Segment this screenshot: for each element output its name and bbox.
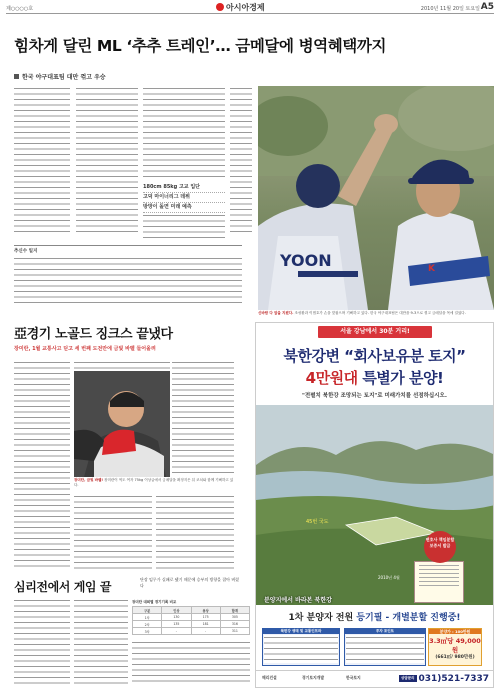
weightlifting-subhead: 장미란, 1월 교통사고 딛고 세 번째 도전만에 금빛 바벨 들어올려 bbox=[14, 346, 156, 352]
baseball-players-illustration bbox=[258, 86, 494, 310]
ad-price-box: 분양가 : 100만원 3.3㎡당 49,000원 (661㎡/ 980만원) bbox=[428, 628, 482, 666]
ad-footer bbox=[256, 670, 493, 688]
issue-date: 2010년 11월 20일 토요일 bbox=[420, 6, 480, 12]
profile-box bbox=[14, 245, 242, 307]
page-number: A5 bbox=[480, 2, 494, 12]
square-bullet-icon bbox=[14, 74, 19, 79]
record-table-title: 장미란 대회별 경기기록 비교 bbox=[132, 600, 177, 604]
sun-logo-icon bbox=[216, 3, 224, 11]
article1-body-col2 bbox=[76, 86, 138, 236]
table-header-row: 구분 인상 용상 합계 bbox=[133, 607, 250, 614]
article3-body-col2 bbox=[74, 598, 128, 686]
article1-subhead: 한국 야구대표팀 대만 꺾고 우승 bbox=[14, 72, 106, 81]
article1-body-col3 bbox=[143, 86, 225, 178]
logo-2: 경기토지개발 bbox=[302, 675, 325, 680]
issue-meta: 제○○○○호 bbox=[6, 6, 34, 12]
article2-body-col4 bbox=[74, 494, 152, 570]
psychology-headline: 심리전에서 게임 끝 bbox=[14, 580, 112, 594]
article1-body-col4 bbox=[143, 213, 225, 240]
photo-date: 2010년 4월 bbox=[378, 575, 400, 580]
baseball-photo-caption: 신바람 다 알을 지켰다. 조성환과 이범호가 손을 맞잡으며 기뻐하고 있다. 한국 야구대표팀은 대만을 9-3으로 꺾고 금메달을 목에 걸었다. bbox=[258, 311, 466, 315]
jang-miran-hug-illustration bbox=[74, 371, 170, 477]
logo-1: 해리건설 bbox=[262, 675, 277, 680]
page-header bbox=[6, 2, 494, 14]
river-landscape-photo bbox=[256, 405, 494, 605]
ad-price-title: 4만원대 특별가 분양! bbox=[305, 369, 444, 387]
main-headline: 힘차게 달린 ML ‘추추 트레인’… 금메달에 병역혜택까지 bbox=[14, 37, 387, 55]
weightlifting-photo-caption: 장미란, 금빛 바벨! 장미란이 역도 여자 75kg 이상급에서 금메달을 확정지은 뒤 코치와 함께 기뻐하고 있다. bbox=[74, 478, 234, 487]
logo-3: 한국토지 bbox=[346, 675, 361, 680]
jersey-name: YOON bbox=[280, 251, 332, 270]
profile-heading: 추신수 일지 bbox=[14, 249, 38, 254]
weightlifting-headline: 亞경기 노골드 징크스 끝냈다 bbox=[14, 327, 173, 342]
certificate-image bbox=[414, 561, 464, 603]
svg-text:45번 국도: 45번 국도 bbox=[306, 519, 329, 525]
article3-body-col1 bbox=[14, 598, 70, 686]
ad-phone-number[interactable]: 상담문의 031)521-7337 bbox=[400, 674, 489, 684]
guarantee-seal: 변호사 책임분할 보증서 발급 bbox=[424, 531, 456, 563]
ad-info-box-infra: 북한강 생태 및 교통인프라 bbox=[262, 628, 340, 666]
psychology-subhead: 단장 임무가 실패로 됐기 때문에 승부의 방향을 잡아 버렸다 bbox=[140, 577, 240, 588]
table-row: 1차 130 175 305 bbox=[133, 614, 250, 621]
article2-body-col5 bbox=[156, 494, 234, 570]
svg-text:K: K bbox=[428, 264, 435, 274]
ad-tagline: "전펼치 북한강 조망되는 토지"로 미래가치를 선점하십시오. bbox=[302, 393, 447, 399]
article1-body-col1 bbox=[14, 86, 70, 236]
table-row: 2차 135 181 316 bbox=[133, 621, 250, 628]
photo-location-label: 분양지에서 바라본 북한강 bbox=[264, 597, 332, 604]
record-table bbox=[132, 606, 250, 635]
pull-quote: 180cm 85kg 고교 입단 고덕 마이너리그 데뷔 방망이 돌면 미래 예측 bbox=[143, 183, 225, 213]
article1-body-col5 bbox=[230, 86, 252, 236]
ad-bottom-headline: 1차 분양자 전원 등기필 - 개별분할 진행중! bbox=[288, 613, 461, 623]
article2-body-top bbox=[74, 360, 170, 369]
article2-body-col3 bbox=[172, 360, 234, 475]
ad-title: 북한강변 “회사보유분 토지” bbox=[283, 347, 466, 365]
article3-body-col3 bbox=[132, 640, 250, 686]
weightlifting-photo bbox=[74, 371, 170, 477]
table-row: 3차 - - 311 bbox=[133, 628, 250, 635]
ad-info-box-points: 투자 포인트 bbox=[344, 628, 426, 666]
publication-name: 아시아경제 bbox=[216, 2, 265, 13]
article2-body-col1 bbox=[14, 360, 70, 570]
ad-tag: 서울 강남에서 30분 거리! bbox=[318, 326, 432, 338]
baseball-photo bbox=[258, 86, 494, 310]
profile-entries bbox=[14, 256, 242, 306]
land-sale-advertisement[interactable] bbox=[255, 322, 494, 688]
